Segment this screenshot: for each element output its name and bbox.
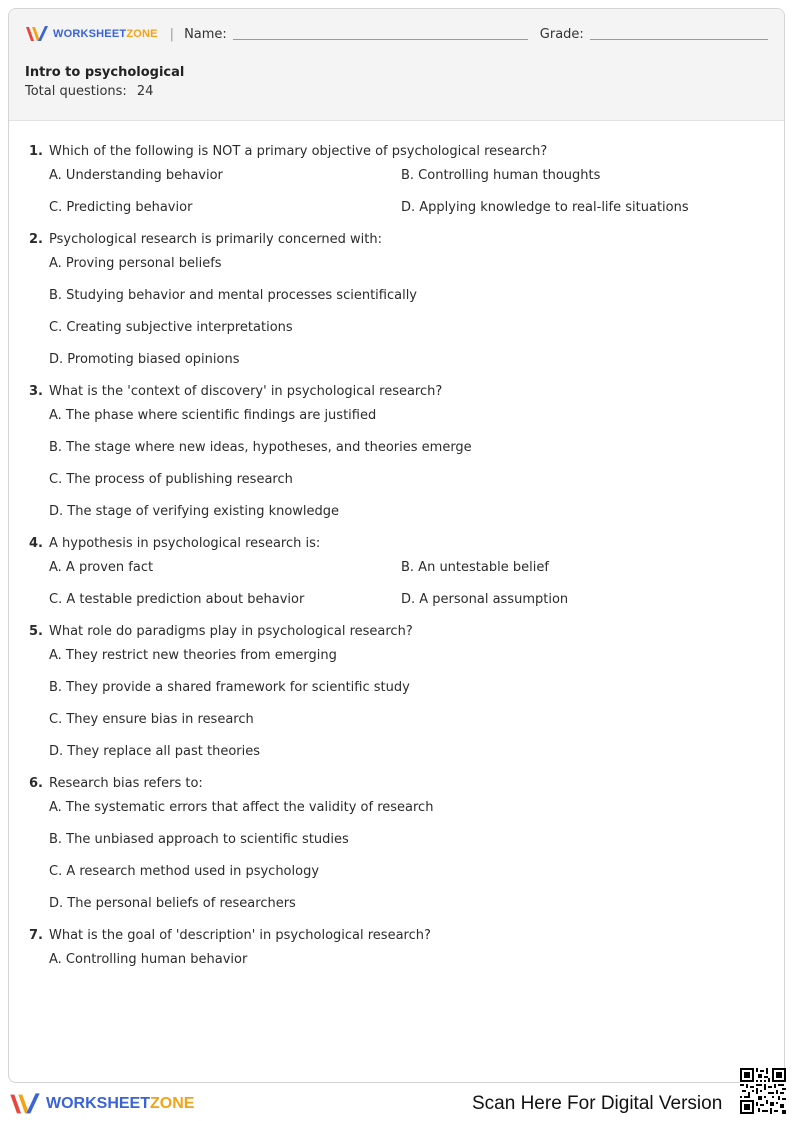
answer-options <box>49 799 768 913</box>
option-a[interactable]: A. A proven fact <box>49 560 154 575</box>
question-number: 2. <box>29 232 43 247</box>
question-number: 7. <box>29 928 43 943</box>
answer-options <box>49 559 768 609</box>
qr-code-icon[interactable] <box>740 1068 786 1114</box>
option-c[interactable]: C. Predicting behavior <box>49 200 193 215</box>
logo-text: WORKSHEETZONE <box>53 28 158 40</box>
question-number: 3. <box>29 384 43 399</box>
header-top-row <box>25 25 768 43</box>
question-text: Research bias refers to: <box>49 776 203 791</box>
footer-logo <box>8 1092 194 1116</box>
option-d[interactable]: D. A personal assumption <box>401 592 569 607</box>
logo-w-icon <box>25 25 49 43</box>
footer-logo-w-icon <box>8 1092 42 1116</box>
footer-logo-text: WORKSHEETZONE <box>46 1095 195 1112</box>
question-list <box>9 121 784 969</box>
question-number: 5. <box>29 624 43 639</box>
question-text: What role do paradigms play in psychological research? <box>49 624 413 639</box>
option-b[interactable]: B. The unbiased approach to scientific studies <box>49 832 349 847</box>
total-questions-count: 24 <box>136 84 154 99</box>
option-c[interactable]: C. A research method used in psychology <box>49 864 320 879</box>
answer-options <box>49 255 768 369</box>
question-1 <box>29 143 768 217</box>
grade-label: Grade: <box>539 26 584 42</box>
option-d[interactable]: D. The stage of verifying existing knowledge <box>49 504 340 519</box>
question-text: Which of the following is NOT a primary objective of psychological research? <box>49 144 548 159</box>
option-d[interactable]: D. They replace all past theories <box>49 744 261 759</box>
question-7 <box>29 927 768 969</box>
option-b[interactable]: B. Controlling human thoughts <box>401 168 601 183</box>
question-text: What is the 'context of discovery' in psychological research? <box>49 384 443 399</box>
option-c[interactable]: C. They ensure bias in research <box>49 712 254 727</box>
answer-options <box>49 407 768 521</box>
option-a[interactable]: A. Controlling human behavior <box>49 952 248 967</box>
worksheet-zone-logo <box>25 25 158 43</box>
option-d[interactable]: D. Promoting biased opinions <box>49 352 240 367</box>
option-b[interactable]: B. Studying behavior and mental processes scientifically <box>49 288 417 303</box>
option-d[interactable]: D. Applying knowledge to real-life situations <box>401 200 689 215</box>
question-text: What is the goal of 'description' in psychological research? <box>49 928 431 943</box>
option-c[interactable]: C. Creating subjective interpretations <box>49 320 293 335</box>
worksheet-title: Intro to psychological <box>25 65 185 80</box>
option-b[interactable]: B. They provide a shared framework for scientific study <box>49 680 410 695</box>
page-footer <box>0 1088 793 1121</box>
question-2 <box>29 231 768 369</box>
total-questions <box>25 84 768 99</box>
question-6 <box>29 775 768 913</box>
option-b[interactable]: B. An untestable belief <box>401 560 549 575</box>
question-4 <box>29 535 768 609</box>
option-b[interactable]: B. The stage where new ideas, hypotheses, and theories emerge <box>49 440 472 455</box>
question-5 <box>29 623 768 761</box>
name-label: Name: <box>184 26 227 42</box>
option-a[interactable]: A. They restrict new theories from emerging <box>49 648 337 663</box>
answer-options <box>49 951 768 969</box>
question-number: 6. <box>29 776 43 791</box>
option-a[interactable]: A. The systematic errors that affect the validity of research <box>49 800 434 815</box>
grade-field[interactable] <box>590 28 768 40</box>
question-number: 1. <box>29 144 43 159</box>
answer-options <box>49 647 768 761</box>
name-field[interactable] <box>233 28 528 40</box>
question-text: A hypothesis in psychological research is: <box>49 536 321 551</box>
option-c[interactable]: C. The process of publishing research <box>49 472 293 487</box>
worksheet-header <box>9 9 784 121</box>
worksheet-sheet <box>8 8 785 1083</box>
header-separator: | <box>169 26 175 42</box>
question-3 <box>29 383 768 521</box>
option-a[interactable]: A. The phase where scientific findings are justified <box>49 408 377 423</box>
option-d[interactable]: D. The personal beliefs of researchers <box>49 896 296 911</box>
question-number: 4. <box>29 536 43 551</box>
total-questions-label: Total questions: <box>25 84 127 99</box>
question-text: Psychological research is primarily concerned with: <box>49 232 383 247</box>
option-a[interactable]: A. Proving personal beliefs <box>49 256 222 271</box>
option-a[interactable]: A. Understanding behavior <box>49 168 223 183</box>
scan-instruction: Scan Here For Digital Version <box>472 1093 723 1114</box>
answer-options <box>49 167 768 217</box>
option-c[interactable]: C. A testable prediction about behavior <box>49 592 305 607</box>
